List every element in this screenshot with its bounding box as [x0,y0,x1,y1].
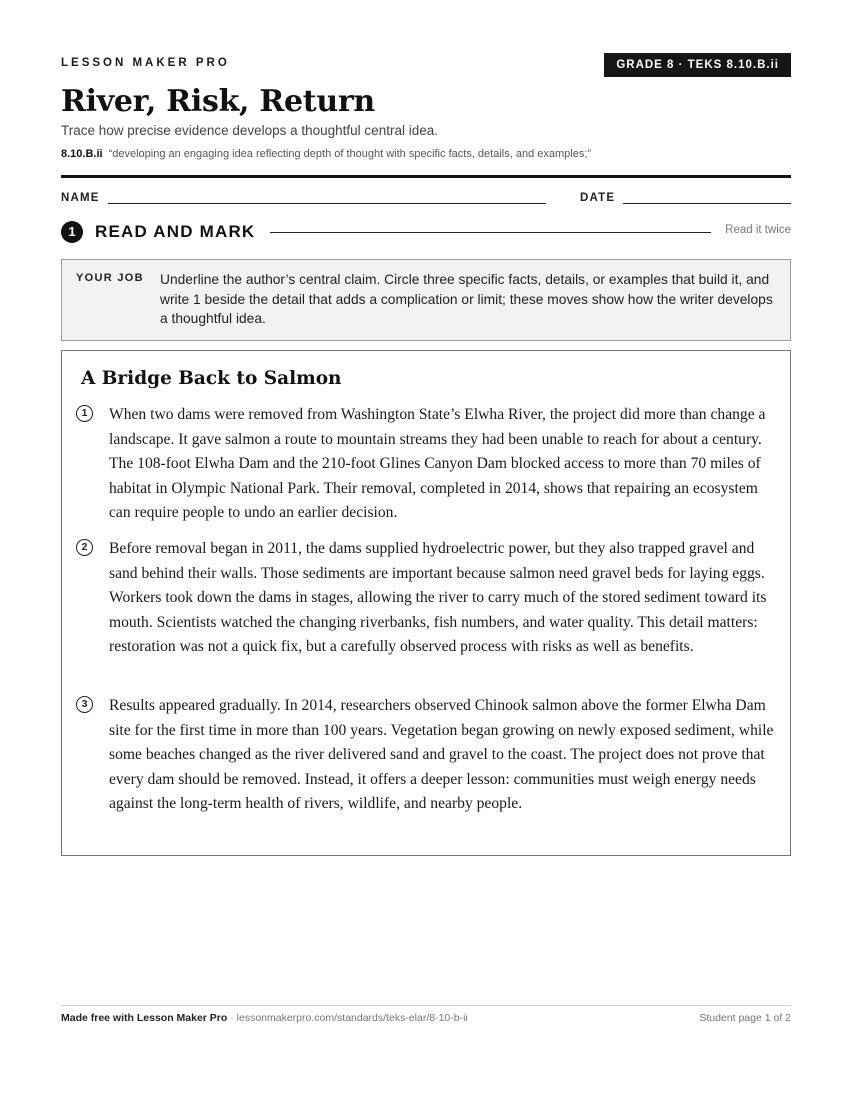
footer-made-by: Made free with Lesson Maker Pro [61,1012,228,1024]
footer-separator: · [227,1012,237,1024]
paragraph-number-badge: 3 [76,696,93,713]
section-title: READ AND MARK [95,222,256,241]
date-label: DATE [580,192,616,204]
section-hint: Read it twice [725,224,791,236]
section-number-badge: 1 [61,221,83,243]
standard-code: 8.10.B.ii [61,148,103,160]
standard-text: “developing an engaging idea reflecting depth of thought with specific facts, details, and examples;” [108,148,592,160]
footer-credit [61,1012,468,1024]
footer-divider [61,1005,791,1006]
paragraph-number-badge: 1 [76,405,93,422]
your-job-label: YOUR JOB [76,272,144,284]
brand-name: LESSON MAKER PRO [61,57,230,69]
section-divider [270,232,711,233]
paragraph-number-badge: 2 [76,539,93,556]
footer-page-number: Student page 1 of 2 [699,1012,791,1024]
grade-standard-badge: GRADE 8 · TEKS 8.10.B.ii [604,53,791,77]
name-label: NAME [61,192,100,204]
name-field[interactable] [108,203,546,204]
paragraph-text[interactable]: Before removal began in 2011, the dams supplied hydroelectric power, but they also trapped gravel and sand behind their walls. Those sediments are important because salmon need gravel beds for laying eggs. Workers took down the dams in stages, allowing the river to carry much of the stored sediment toward its mouth. Scientists watched the changing riverbanks, fish numbers, and water quality. This detail matters: restoration was not a quick fix, but a carefully observed process with risks as well as benefits. [109,540,767,655]
standard-reference [61,148,591,160]
date-field[interactable] [623,203,791,204]
passage-title: A Bridge Back to Salmon [81,368,342,389]
paragraph-text[interactable]: When two dams were removed from Washington State’s Elwha River, the project did more than change a landscape. It gave salmon a route to mountain streams they had been unable to reach for about a century. The 108-foot Elwha Dam and the 210-foot Glines Canyon Dam blocked access to more than 70 miles of habitat in Olympic National Park. Their removal, completed in 2014, shows that repairing an ecosystem can require people to undo an earlier decision. [109,406,766,521]
your-job-instructions: Underline the author’s central claim. Circle three specific facts, details, or examples that build it, and write 1 beside the detail that adds a complication or limit; these moves show how the writer develops a thoughtful idea. [160,272,773,326]
header-divider [61,175,791,178]
page-title: River, Risk, Return [61,84,375,119]
worksheet-page [61,0,791,1100]
paragraph-text[interactable]: Results appeared gradually. In 2014, researchers observed Chinook salmon above the former Elwha Dam site for the first time in more than 100 years. Vegetation began growing on newly exposed sediment, while some beaches changed as the river delivered sand and gravel to the coast. The project does not prove that every dam should be removed. Instead, it offers a deeper lesson: communities must weigh energy needs against the long-term health of rivers, wildlife, and nearby people. [109,697,774,812]
footer-url-link[interactable]: lessonmakerpro.com/standards/teks-elar/8-10-b-ii [236,1012,468,1024]
page-subtitle: Trace how precise evidence develops a thoughtful central idea. [61,123,438,138]
reading-passage [61,350,791,856]
your-job-box [61,259,791,341]
